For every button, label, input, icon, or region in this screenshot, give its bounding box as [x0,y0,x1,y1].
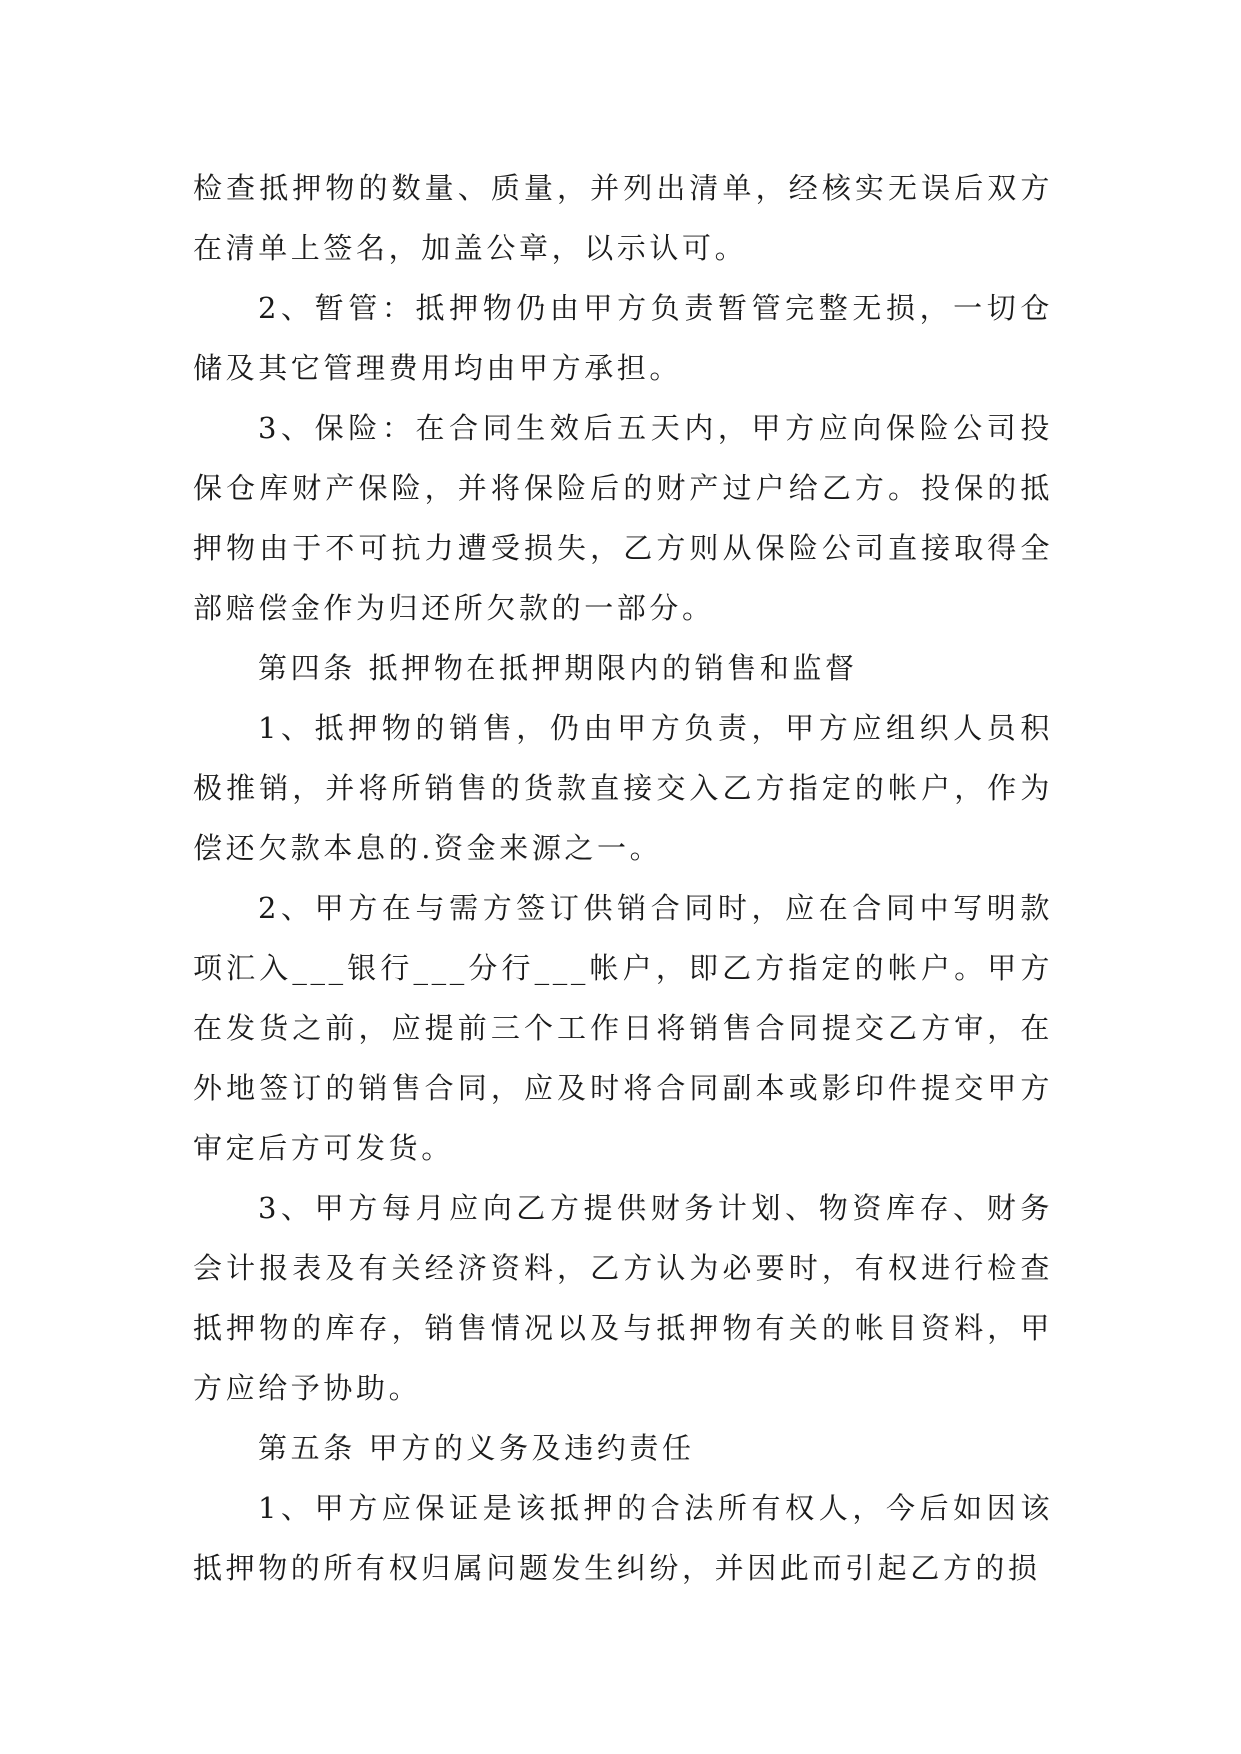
article-5-heading: 第五条 甲方的义务及违约责任 [258,1431,695,1465]
paragraph-financial-reporting: 3、甲方每月应向乙方提供财务计划、物资库存、财务会计报表及有关经济资料，乙方认为必要时，有权进行检查抵押物的库存，销售情况以及与抵押物有关的帐目资料，甲方应给予协助。 [193,1191,1053,1405]
paragraph-sales: 1、抵押物的销售，仍由甲方负责，甲方应组织人员积极推销，并将所销售的货款直接交入乙方指定的帐户，作为偿还欠款本息的.资金来源之一。 [193,711,1053,865]
paragraph-inspection-continued: 检查抵押物的数量、质量，并列出清单，经核实无误后双方在清单上签名，加盖公章，以示认可。 [193,171,1053,265]
paragraph-ownership-guarantee: 1、甲方应保证是该抵押的合法所有权人，今后如因该抵押物的所有权归属问题发生纠纷，并因此而引起乙方的损 [193,1491,1053,1585]
document-body [193,158,1053,1598]
paragraph-insurance: 3、保险：在合同生效后五天内，甲方应向保险公司投保仓库财产保险，并将保险后的财产过户给乙方。投保的抵押物由于不可抗力遭受损失，乙方则从保险公司直接取得全部赔偿金作为归还所欠款的一部分。 [193,411,1053,625]
article-4-heading: 第四条 抵押物在抵押期限内的销售和监督 [258,651,858,685]
paragraph-custody: 2、暂管：抵押物仍由甲方负责暂管完整无损，一切仓储及其它管理费用均由甲方承担。 [193,291,1053,385]
paragraph-sales-contract: 2、甲方在与需方签订供销合同时，应在合同中写明款项汇入___银行___分行___帐户，即乙方指定的帐户。甲方在发货之前，应提前三个工作日将销售合同提交乙方审，在外地签订的销售合同，应及时将合同副本或影印件提交甲方审定后方可发货。 [193,891,1053,1165]
